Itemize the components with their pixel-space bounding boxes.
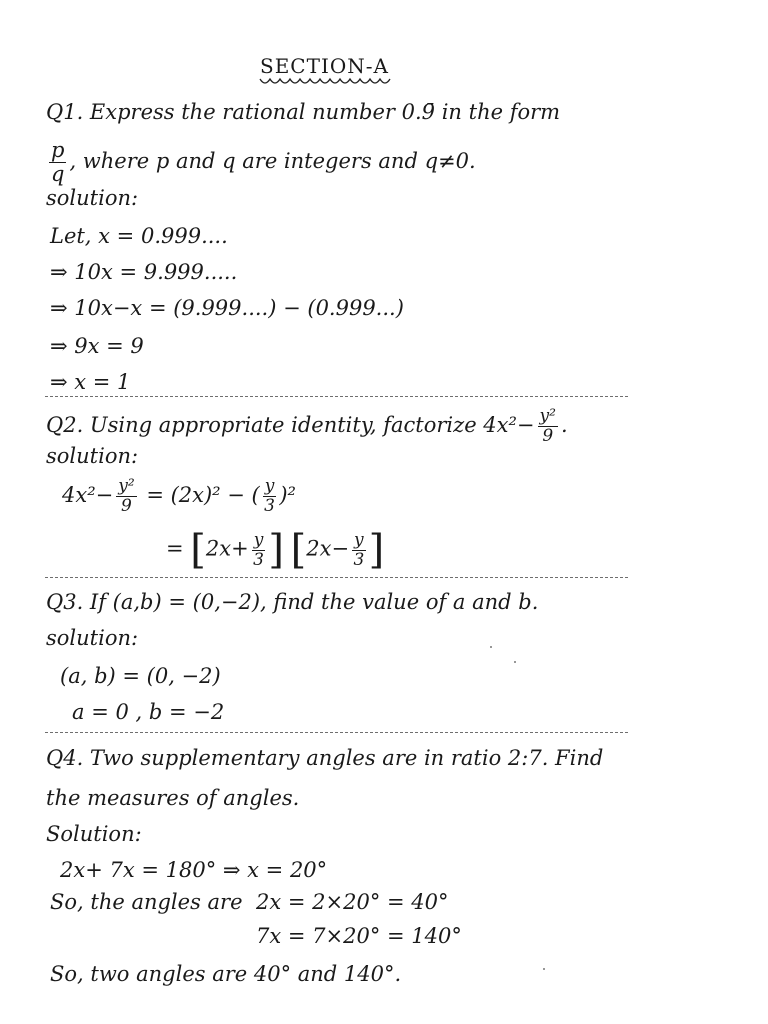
- q1-question-line2-text: , where p and q are integers and q≠0.: [69, 149, 476, 173]
- q3-solution-label: solution:: [46, 626, 139, 650]
- q2-question-line: [46, 408, 568, 445]
- q4-question-line2: the measures of angles.: [46, 786, 300, 810]
- speck-3: [543, 968, 545, 970]
- q2-step-2-a: 2x+: [205, 536, 249, 561]
- title-underline: [258, 75, 398, 87]
- q1-step-1: Let, x = 0.999....: [50, 224, 228, 248]
- q2-step-2-frac2: [352, 529, 366, 570]
- q2-step-2-frac-num: y: [253, 529, 264, 550]
- q4-conclusion: So, two angles are 40° and 140°.: [50, 962, 402, 986]
- divider-2: [45, 577, 628, 578]
- q4-step-2-calc: 2x = 2×20° = 40°: [256, 890, 449, 914]
- q1-step-3: ⇒ 10x−x = (9.999....) − (0.999...): [50, 296, 404, 320]
- q2-bracket-open-1: [: [190, 527, 206, 573]
- q2-bracket-open-2: [: [290, 527, 307, 573]
- q2-step-1-frac2-den: 3: [264, 496, 275, 516]
- q2-step-2-b: 2x−: [306, 536, 350, 561]
- q2-step-1-frac-den: 9: [121, 496, 132, 516]
- q2-step-1-frac2: [263, 478, 277, 515]
- q2-q-frac-denominator: 9: [542, 426, 554, 446]
- q1-step-4: ⇒ 9x = 9: [50, 334, 144, 358]
- q1-solution-label: solution:: [46, 186, 139, 210]
- q3-step-2: a = 0 , b = −2: [72, 700, 225, 724]
- q2-step-2-frac-den: 3: [253, 549, 264, 570]
- q2-step-1-frac2-num: y: [264, 476, 275, 496]
- q4-step-3: 7x = 7×20° = 140°: [256, 924, 462, 948]
- divider-1: [45, 396, 628, 397]
- q2-step-1-frac: [116, 478, 136, 515]
- q1-fraction: [49, 140, 66, 185]
- q2-bracket-close-1: ]: [268, 527, 284, 573]
- q2-step-1: [62, 478, 296, 515]
- q4-step-1: 2x+ 7x = 180° ⇒ x = 20°: [60, 858, 328, 882]
- q2-step-2-frac: [252, 529, 266, 570]
- q2-step-1-frac-num: y²: [118, 476, 135, 496]
- q2-question-fraction: [538, 408, 558, 445]
- q1-frac-denominator: q: [51, 162, 65, 186]
- q2-step-1-b: = (2x)² − (: [139, 483, 260, 507]
- speck-1: [490, 646, 492, 648]
- section-title: SECTION-A: [260, 54, 389, 78]
- q2-step-2-frac2-den: 3: [353, 549, 365, 570]
- q2-step-1-c: )²: [279, 483, 296, 507]
- q4-question-line1: Q4. Two supplementary angles are in ratio 2:7. Find: [46, 746, 604, 770]
- q4-step-2-text: So, the angles are: [50, 890, 243, 914]
- q1-step-5: ⇒ x = 1: [50, 370, 131, 394]
- q3-question-line: Q3. If (a,b) = (0,−2), find the value of a and b.: [46, 590, 539, 614]
- q2-step-1-a: 4x²−: [62, 483, 114, 507]
- q1-frac-numerator: p: [51, 138, 65, 162]
- q4-solution-label: Solution:: [46, 822, 142, 846]
- q2-step-2-frac2-num: y: [354, 529, 364, 550]
- q1-question-line1: Q1. Express the rational number 0.9̄ in the form: [46, 100, 561, 124]
- q2-step-2-eq: =: [166, 536, 184, 561]
- q2-q-frac-numerator: y²: [539, 406, 556, 426]
- q1-question-line2: [46, 140, 476, 185]
- q2-step-2: [166, 527, 385, 573]
- q2-bracket-close-2: ]: [368, 527, 385, 573]
- divider-3: [45, 732, 628, 733]
- speck-2: [514, 661, 516, 663]
- q2-solution-label: solution:: [46, 444, 139, 468]
- q3-step-1: (a, b) = (0, −2): [60, 664, 221, 688]
- q2-question-text: Q2. Using appropriate identity, factorize 4x²−: [46, 413, 535, 437]
- q1-step-2: ⇒ 10x = 9.999.....: [50, 260, 238, 284]
- q2-question-end: .: [560, 413, 568, 437]
